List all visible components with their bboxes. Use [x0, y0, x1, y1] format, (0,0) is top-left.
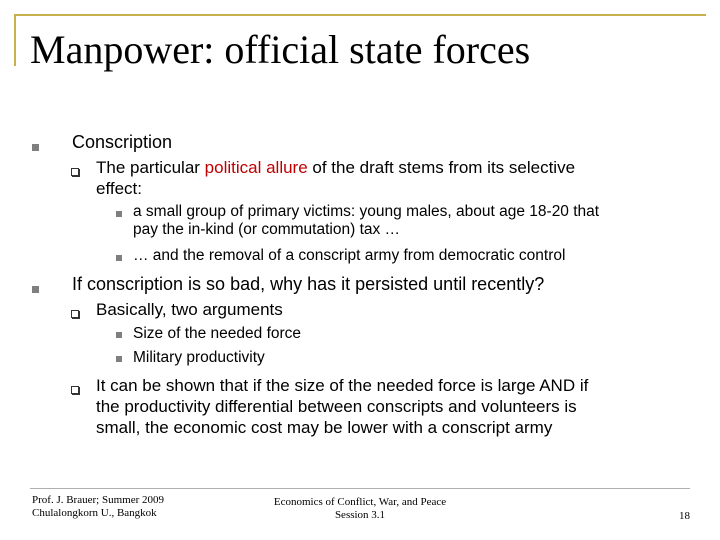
- bullet-why-persisted: If conscription is so bad, why has it persisted until recently?: [72, 274, 545, 294]
- bullet-military-productivity: Military productivity: [133, 349, 265, 366]
- footer-course-line1: Economics of Conflict, War, and Peace: [273, 496, 447, 508]
- bullet-two-arguments: Basically, two arguments: [96, 300, 283, 319]
- footer-page-number: 18: [679, 510, 690, 522]
- text-fragment: The particular: [96, 158, 205, 177]
- bullet-hollow-square-icon: [71, 310, 79, 318]
- bullet-square-icon: [116, 255, 122, 261]
- footer-divider: [30, 488, 690, 489]
- footer-course: [240, 496, 480, 522]
- bullet-square-icon: [116, 356, 122, 362]
- bullet-hollow-square-icon: [71, 386, 79, 394]
- footer-author-line1: Prof. J. Brauer; Summer 2009: [32, 494, 164, 506]
- text-fragment: of the draft stems from its selective: [307, 158, 576, 177]
- bullet-conscription: Conscription: [72, 132, 173, 152]
- bullet-political-allure-line2: effect:: [96, 179, 142, 198]
- bullet-political-allure-line1: [96, 157, 696, 178]
- bullet-square-icon: [116, 332, 122, 338]
- bullet-square-icon: [116, 211, 122, 217]
- bullet-political-allure: [96, 157, 696, 199]
- bullet-primary-victims: [133, 203, 703, 239]
- bullet-economic-cost: [96, 375, 706, 438]
- footer-author-line2: Chulalongkorn U., Bangkok: [32, 507, 157, 519]
- bullet-square-icon: [32, 144, 39, 151]
- bullet-primary-victims-line2: pay the in-kind (or commutation) tax …: [133, 221, 401, 238]
- bullet-square-icon: [32, 286, 39, 293]
- footer-author: [32, 494, 164, 520]
- slide-title: Manpower: official state forces: [30, 27, 531, 72]
- bullet-economic-cost-line1: It can be shown that if the size of the needed force is large AND if: [96, 376, 589, 395]
- bullet-size-needed-force: Size of the needed force: [133, 325, 302, 342]
- bullet-democratic-control: … and the removal of a conscript army from democratic control: [133, 247, 566, 264]
- bullet-economic-cost-line2: the productivity differential between conscripts and volunteers is: [96, 397, 577, 416]
- bullet-primary-victims-line1: a small group of primary victims: young males, about age 18-20 that: [133, 203, 600, 220]
- footer-course-line2: Session 3.1: [334, 509, 386, 521]
- bullet-economic-cost-line3: small, the economic cost may be lower with a conscript army: [96, 418, 553, 437]
- highlight-political-allure: political allure: [204, 158, 308, 177]
- bullet-hollow-square-icon: [71, 168, 79, 176]
